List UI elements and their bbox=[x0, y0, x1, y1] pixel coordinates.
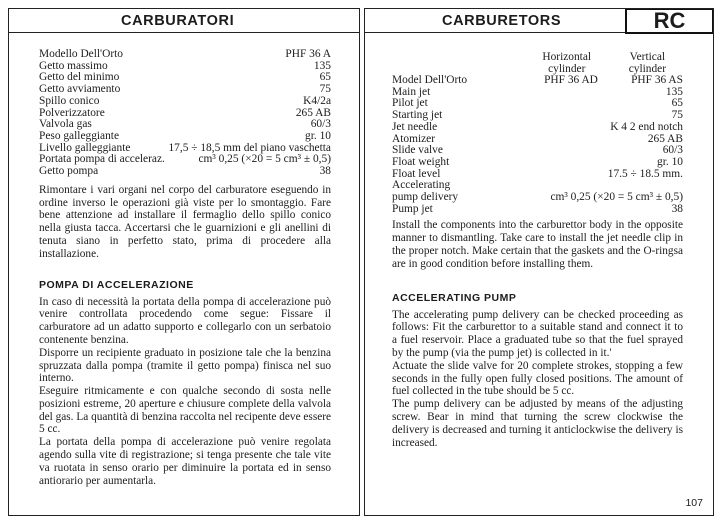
reassembly-paragraph: Rimontare i vari organi nel corpo del carburatore eseguendo in ordine inverso le operazioni già viste per lo smontaggio. Fare bene attenzione ad installare il fermaglio dello spillo conico nella giusta tacca. Accertarsi che le guarnizioni e gli anellini di tenuta siano in perfetto stato, prima di procedere alla installazione. bbox=[39, 183, 331, 260]
spec-value: 60/3 bbox=[310, 118, 331, 131]
spec-value: 38 bbox=[319, 165, 331, 178]
spec-label: Atomizer bbox=[392, 132, 436, 145]
spec-value: 265 AB bbox=[295, 106, 331, 119]
spec-value: 135 bbox=[665, 85, 683, 98]
spec-label: Starting jet bbox=[392, 109, 443, 122]
spec-row bbox=[392, 75, 683, 87]
spec-label: Pilot jet bbox=[392, 97, 428, 110]
spec-value-horizontal: PHF 36 AD bbox=[544, 74, 598, 86]
right-page-header bbox=[365, 9, 713, 33]
spec-row bbox=[39, 166, 331, 178]
spec-value: gr. 10 bbox=[305, 129, 331, 142]
spec-value: cm³ 0,25 (×20 = 5 cm³ ± 0,5) bbox=[550, 191, 683, 204]
section-paragraph: The accelerating pump delivery can be checked proceeding as follows: Fit the carburettor to a suitable stand and connect it to a fuel reservoir. Place a graduated tube so that the fuel sprayed by the pump (via the pump jet) is collected in it.' bbox=[392, 308, 683, 360]
spec-row bbox=[392, 192, 683, 204]
page-number: 107 bbox=[685, 497, 703, 509]
spec-label: Modello Dell'Orto bbox=[39, 48, 123, 60]
spec-label: Main jet bbox=[392, 85, 431, 98]
spec-value: 265 AB bbox=[647, 132, 683, 145]
section-paragraph: In caso di necessità la portata della pompa di accelerazione può venire controllata procedendo come segue: Fissare il carburatore ad un adatto supporto e collegarlo con un serbatoio contenente benzina. bbox=[39, 295, 331, 346]
spec-label: Getto massimo bbox=[39, 59, 108, 72]
spec-row bbox=[392, 87, 683, 99]
spec-label: Float level bbox=[392, 167, 441, 180]
spec-row bbox=[39, 49, 331, 61]
spec-label: Accelerating bbox=[392, 179, 451, 192]
spec-label: Jet needle bbox=[392, 120, 438, 133]
section-heading: ACCELERATING PUMP bbox=[392, 291, 517, 304]
spec-value: K4/2a bbox=[303, 94, 331, 107]
spec-value: PHF 36 A bbox=[285, 48, 331, 60]
left-page-title: CARBURATORI bbox=[121, 13, 235, 29]
spec-label: pump delivery bbox=[392, 191, 459, 204]
right-page-content bbox=[365, 51, 713, 449]
spec-label: Model Dell'Orto bbox=[392, 74, 468, 86]
section-paragraph: Actuate the slide valve for 20 complete strokes, stopping a few seconds in the fully open fully closed positions. The amount of fuel collected in the tube should be 5 cc. bbox=[392, 359, 683, 398]
spec-label: Livello galleggiante bbox=[39, 141, 131, 154]
left-page-content bbox=[9, 49, 359, 487]
spec-label: Valvola gas bbox=[39, 118, 92, 131]
right-page-title: CARBURETORS bbox=[442, 13, 562, 29]
spec-value: 75 bbox=[671, 109, 683, 122]
spec-value: 38 bbox=[671, 202, 683, 215]
vertical-cylinder-header: Vertical cylinder bbox=[628, 51, 667, 75]
right-spec-table bbox=[392, 75, 683, 215]
spec-column-headers bbox=[392, 51, 683, 75]
spec-label: Polverizzatore bbox=[39, 106, 105, 119]
spec-value: gr. 10 bbox=[657, 155, 683, 168]
section-paragraph: La portata della pompa di accelerazione può venire regolata agendo sulla vite di registrazione; si tenga presente che tale vite va ruotata in senso orario per diminuire la portata ed in senso antiorario per aumentarla. bbox=[39, 436, 331, 487]
spec-row bbox=[392, 157, 683, 169]
reassembly-paragraph: Install the components into the carburettor body in the opposite manner to dismantling. Take care to install the jet needle clip in the proper notch. Make certain that the gaskets and the O-ringsa are in good condition before installing them. bbox=[392, 219, 683, 270]
spec-value: 75 bbox=[319, 83, 331, 96]
spec-label: Peso galleggiante bbox=[39, 129, 120, 142]
spec-label: Pump jet bbox=[392, 202, 433, 215]
section-code-badge: RC bbox=[625, 8, 714, 34]
spec-value-vertical: PHF 36 AS bbox=[631, 74, 683, 86]
spec-value: 65 bbox=[671, 97, 683, 110]
section-heading: POMPA DI ACCELERAZIONE bbox=[39, 278, 194, 291]
left-page-header bbox=[9, 9, 359, 33]
spec-label: Spillo conico bbox=[39, 94, 100, 107]
spec-label: Getto pompa bbox=[39, 165, 99, 178]
spec-value: cm³ 0,25 (×20 = 5 cm³ ± 0,5) bbox=[198, 153, 331, 166]
section-paragraph: Disporre un recipiente graduato in posizione tale che la benzina spruzzata dalla pompa (tramite il getto pompa) finisca nel suo interno. bbox=[39, 346, 331, 385]
spec-row bbox=[392, 122, 683, 134]
spec-row bbox=[39, 131, 331, 143]
spec-value: 17,5 ÷ 18,5 mm del piano vaschetta bbox=[168, 141, 331, 154]
section-paragraph: Eseguire ritmicamente e con qualche secondo di sosta nelle posizioni estreme, 20 aperture e chiusure complete della valvola del gas. La quantità di benzina raccolta nel recipente deve essere 5 cc. bbox=[39, 385, 332, 436]
spec-value: 135 bbox=[313, 59, 331, 72]
spec-value: 17.5 ÷ 18.5 mm. bbox=[607, 167, 683, 180]
right-page bbox=[364, 8, 714, 516]
left-spec-table bbox=[39, 49, 331, 178]
spec-label: Getto del minimo bbox=[39, 71, 120, 84]
section-paragraph: The pump delivery can be adjusted by means of the adjusting screw. Bear in mind that turning the screw clockwise the delivery is decreased and turning it anticlockwise the delivery is increased. bbox=[392, 398, 683, 449]
spec-value: 60/3 bbox=[662, 144, 683, 157]
spec-row bbox=[392, 204, 683, 216]
spec-label: Getto avviamento bbox=[39, 83, 121, 96]
spec-label: Float weight bbox=[392, 155, 450, 168]
spec-value: K 4 2 end notch bbox=[610, 120, 683, 133]
spec-row bbox=[39, 96, 331, 108]
left-page bbox=[8, 8, 360, 516]
spec-value: 65 bbox=[319, 71, 331, 84]
spec-label: Slide valve bbox=[392, 144, 443, 157]
spec-label: Portata pompa di acceleraz. bbox=[39, 153, 165, 166]
horizontal-cylinder-header: Horizontal cylinder bbox=[542, 51, 592, 75]
